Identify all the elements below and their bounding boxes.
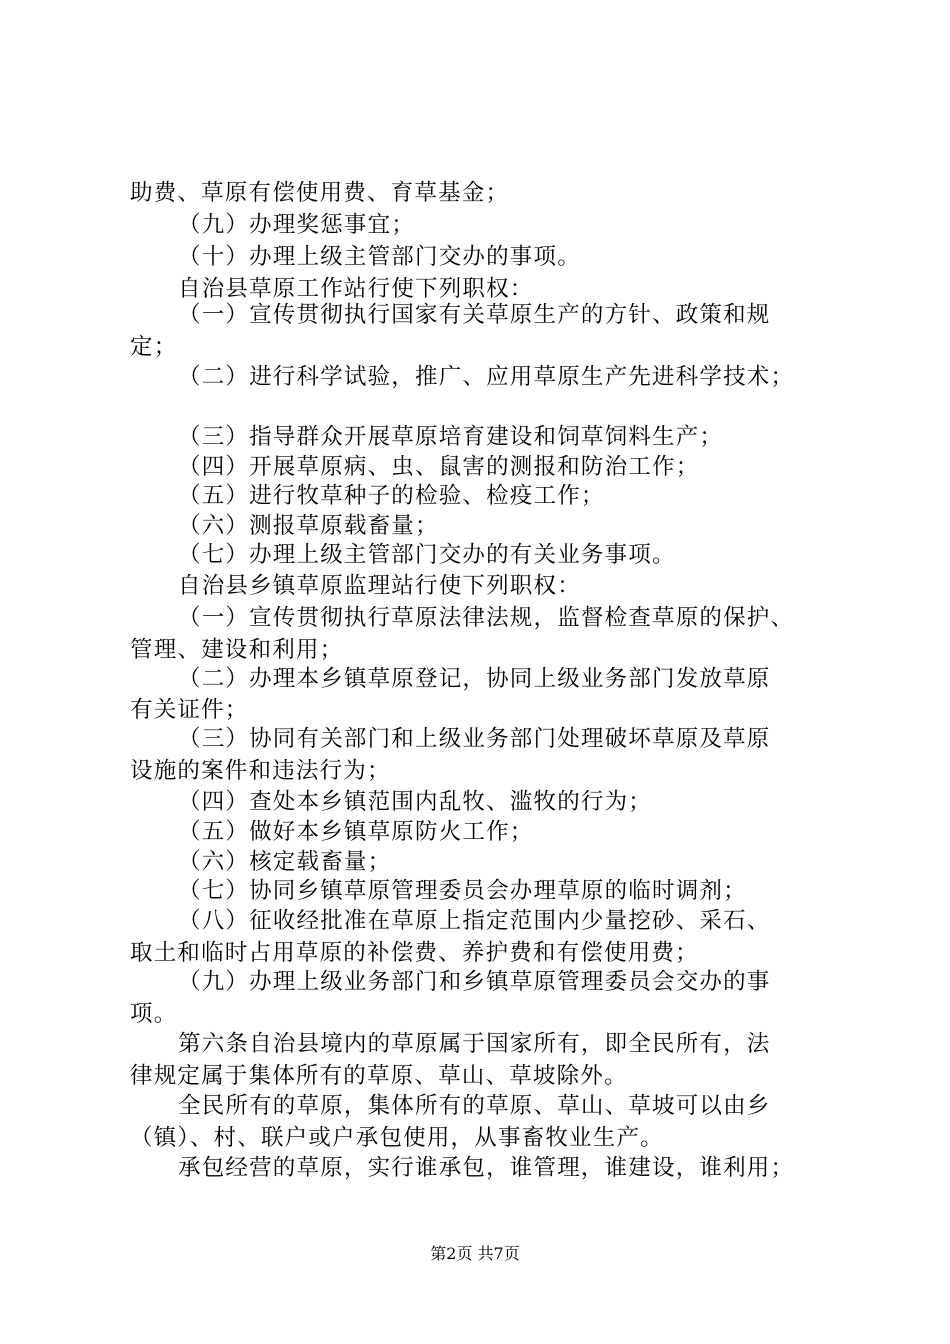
text-line: （二）办理本乡镇草原登记，协同上级业务部门发放草原	[178, 666, 771, 692]
text-line: 项。	[130, 1001, 178, 1027]
text-line: （八）征收经批准在草原上指定范围内少量挖砂、采石、	[178, 908, 771, 934]
text-line: 取土和临时占用草原的补偿费、养护费和有偿使用费；	[130, 940, 699, 966]
text-line: （一）宣传贯彻执行国家有关草原生产的方针、政策和规	[178, 302, 771, 328]
text-line: （四）开展草原病、虫、鼠害的测报和防治工作；	[178, 454, 700, 480]
text-line: （六）核定载畜量；	[178, 849, 392, 875]
text-line: （四）查处本乡镇范围内乱牧、滥牧的行为；	[178, 789, 653, 815]
text-line: 自治县草原工作站行使下列职权：	[178, 276, 534, 302]
text-line: （九）办理上级业务部门和乡镇草原管理委员会交办的事	[178, 969, 771, 995]
text-line: （五）做好本乡镇草原防火工作；	[178, 819, 534, 845]
text-line: （二）进行科学试验，推广、应用草原生产先进科学技术；	[178, 364, 795, 390]
text-line: （七）协同乡镇草原管理委员会办理草原的临时调剂；	[178, 878, 747, 904]
text-line: （九）办理奖惩事宜；	[178, 212, 416, 238]
text-line: 律规定属于集体所有的草原、草山、草坡除外。	[130, 1063, 628, 1089]
text-line: 自治县乡镇草原监理站行使下列职权：	[178, 573, 581, 599]
text-line: 全民所有的草原，集体所有的草原、草山、草坡可以由乡	[178, 1093, 771, 1119]
text-line: 承包经营的草原，实行谁承包，谁管理，谁建设，谁利用；	[178, 1155, 795, 1181]
text-line: 有关证件；	[130, 697, 249, 723]
text-line: （三）协同有关部门和上级业务部门处理破坏草原及草原	[178, 726, 771, 752]
text-line: （七）办理上级主管部门交办的有关业务事项。	[178, 542, 676, 568]
text-line: 管理、建设和利用；	[130, 637, 344, 663]
text-line: 助费、草原有偿使用费、育草基金；	[130, 180, 510, 206]
text-line: （十）办理上级主管部门交办的事项。	[178, 244, 581, 270]
text-line: 定；	[130, 334, 178, 360]
text-line: （一）宣传贯彻执行草原法律法规，监督检查草原的保护、	[178, 605, 795, 631]
text-line: （三）指导群众开展草原培育建设和饲草饲料生产；	[178, 424, 724, 450]
text-line: （五）进行牧草种子的检验、检疫工作；	[178, 483, 605, 509]
text-line: 设施的案件和违法行为；	[130, 758, 391, 784]
text-line: 第六条自治县境内的草原属于国家所有，即全民所有，法	[178, 1031, 771, 1057]
text-line: （镇）、村、联户或户承包使用，从事畜牧业生产。	[130, 1125, 664, 1151]
page-number-footer: 第2页 共7页	[430, 1244, 520, 1263]
text-line: （六）测报草原载畜量；	[178, 513, 439, 539]
